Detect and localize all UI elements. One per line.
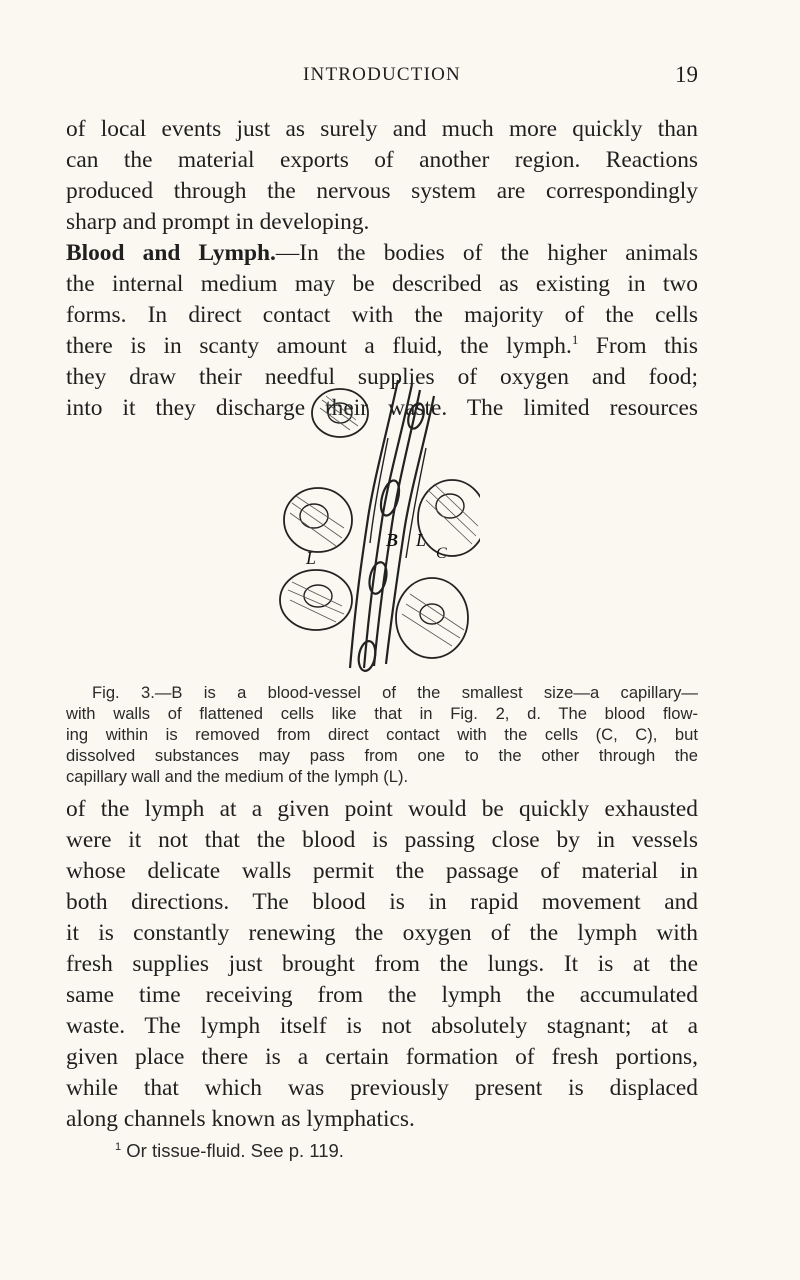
text-line: sharp and prompt in developing. [66, 209, 370, 235]
footnote-text: Or tissue-fluid. See p. 119. [126, 1140, 344, 1161]
text-line: whose delicate walls permit the passage of material in [66, 858, 698, 884]
label-b: B [386, 530, 399, 550]
text-span: there is in scanty amount a fluid, the lymph. [66, 333, 572, 359]
text-line [66, 331, 698, 362]
footnote-mark: 1 [115, 1141, 122, 1153]
text-line: fresh supplies just brought from the lungs. It is at the [66, 951, 698, 977]
text-line: can the material exports of another region. Reactions [66, 147, 698, 173]
text-line: they draw their needful supplies of oxygen and food; [66, 364, 698, 390]
label-l-right: L [416, 530, 427, 550]
paragraph-1 [66, 114, 698, 238]
text-line: of the lymph at a given point would be quickly exhausted [66, 796, 698, 822]
text-line: forms. In direct contact with the majority of the cells [66, 302, 698, 328]
running-head: INTRODUCTION [303, 64, 461, 85]
page-header [66, 62, 698, 92]
text-line [66, 238, 698, 269]
label-c: C [436, 545, 447, 562]
text-line: waste. The lymph itself is not absolutely stagnant; at a [66, 1013, 698, 1039]
caption-line: capillary wall and the medium of the lymph (L). [66, 767, 409, 786]
text-line: of local events just as surely and much more quickly than [66, 116, 698, 142]
figure-caption [66, 682, 698, 787]
capillary-illustration [270, 368, 480, 678]
text-line: same time receiving from the lymph the accumulated [66, 982, 698, 1008]
text-line: while that which was previously present is displaced [66, 1075, 698, 1101]
text-line: along channels known as lymphatics. [66, 1106, 415, 1132]
section-heading: Blood and Lymph. [66, 240, 276, 266]
text-line: it is constantly renewing the oxygen of the lymph with [66, 920, 698, 946]
capillary-figure [270, 368, 480, 678]
caption-line: with walls of flattened cells like that in Fig. 2, d. The blood flow- [66, 704, 698, 723]
text-line: given place there is a certain formation of fresh portions, [66, 1044, 698, 1070]
text-line: produced through the nervous system are correspondingly [66, 178, 698, 204]
text-line: into it they discharge their waste. The limited resources [66, 395, 698, 421]
text-line: the internal medium may be described as existing in two [66, 271, 698, 297]
text-span: —In the bodies of the higher animals [275, 240, 698, 266]
text-span: From this [578, 333, 698, 359]
caption-line: ing within is removed from direct contact with the cells (C, C), but [66, 725, 698, 744]
label-l-left: L [306, 548, 317, 568]
text-line: both directions. The blood is in rapid movement and [66, 889, 698, 915]
caption-line: Fig. 3.—B is a blood-vessel of the smallest size—a capillary— [92, 683, 698, 702]
footnote [115, 1140, 695, 1162]
footnote-reference: 1 [571, 332, 579, 347]
page-number: 19 [675, 62, 698, 87]
text-line: were it not that the blood is passing close by in vessels [66, 827, 698, 853]
paragraph-3 [66, 794, 698, 1135]
caption-line: dissolved substances may pass from one to the other through the [66, 746, 698, 765]
